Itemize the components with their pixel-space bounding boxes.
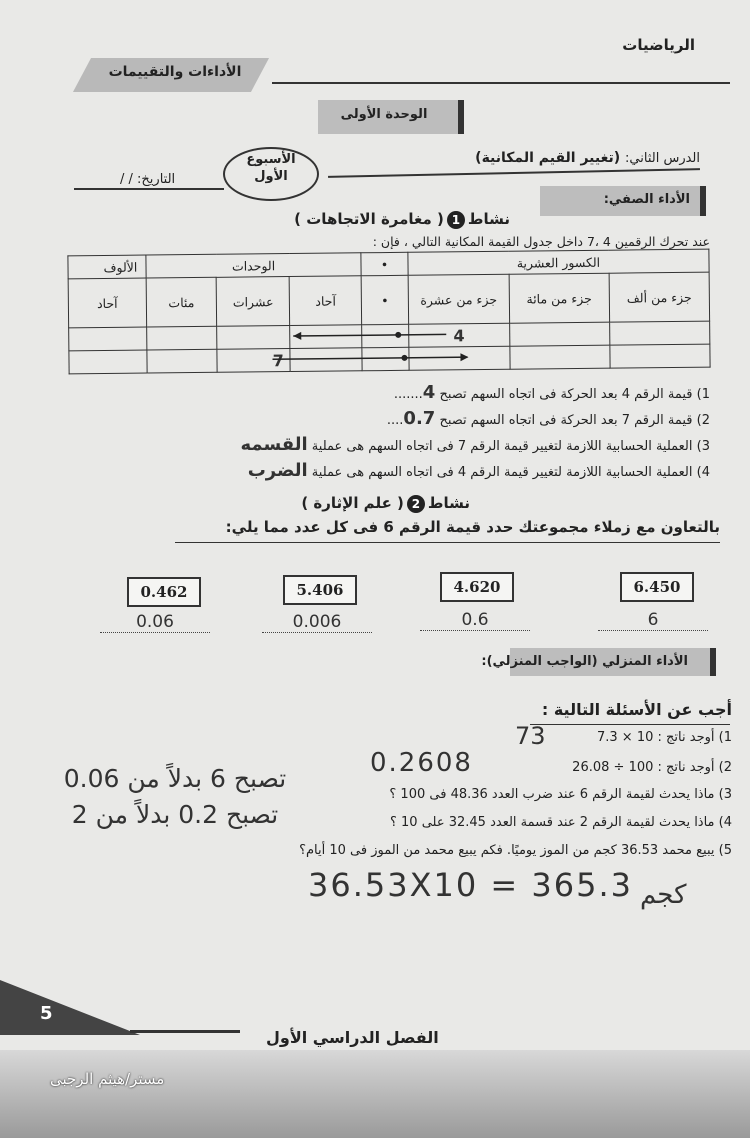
hw-answer-5: 36.53X10 = 365.3 (308, 866, 634, 904)
hw-answer-1: 73 (515, 722, 546, 750)
col-tenths: جزء من عشرة (408, 274, 509, 324)
hw-question-5: 5) يبيع محمد 36.53 كجم من الموز يوميًا. فكم يبيع محمد من الموز فى 10 أيام؟ (299, 843, 732, 858)
activity-number-icon: 2 (407, 495, 425, 513)
divider (74, 188, 224, 190)
term-title: الفصل الدراسي الأول (266, 1028, 439, 1047)
arrow-left-icon (288, 324, 448, 346)
lesson-title (475, 150, 700, 166)
homework-heading: أجب عن الأسئلة التالية : (541, 700, 732, 719)
homework-label: الأداء المنزلي (الواجب المنزلي): (481, 654, 688, 669)
activity-title: ( مغامرة الاتجاهات ) (294, 210, 444, 228)
activity-label: نشاط (467, 210, 510, 228)
week-value: الأول (254, 169, 288, 184)
week-label: الأسبوع (246, 152, 296, 167)
place-value-table (67, 249, 710, 375)
col-hundredths: جزء من مائة (509, 273, 610, 323)
hw-question-2: 2) أوجد ناتج : 100 ÷ 26.08 (572, 760, 732, 775)
activity-label: نشاط (427, 494, 470, 512)
footer-background (0, 1050, 750, 1138)
author-credit: مستر/هيثم الرجبى (50, 1070, 165, 1088)
hw-question-1: 1) أوجد ناتج : 10 × 7.3 (596, 730, 732, 745)
hw-question-4: 4) ماذا يحدث لقيمة الرقم 2 عند قسمة العدد 32.45 على 10 ؟ (389, 815, 732, 830)
activity1-heading (294, 210, 510, 229)
question-2: 2) قيمة الرقم 7 بعد الحركة فى اتجاه السهم تصبح 0.7.... (386, 408, 710, 429)
activity2-instruction: بالتعاون مع زملاء مجموعتك حدد قيمة الرقم 6 فى كل عدد مما يلي: (225, 518, 720, 536)
activity-number-icon: 1 (447, 211, 465, 229)
answer-1: 4 (422, 382, 436, 403)
subject-title: الرياضيات (622, 36, 695, 54)
underline (530, 724, 730, 725)
lesson-name: (تغيير القيم المكانية) (475, 150, 621, 166)
number-box: 4.620 (440, 572, 514, 602)
class-performance-label: الأداء الصفي: (603, 192, 690, 207)
question-3: 3) العملية الحسابية اللازمة لتغيير قيمة الرقم 7 فى اتجاه السهم هى عملية القسمه (240, 434, 710, 455)
number-box: 0.462 (127, 577, 201, 607)
hw-answer-5-unit: كجم (640, 880, 687, 910)
answer-box: 6 (598, 610, 708, 631)
footer-triangle (0, 980, 140, 1035)
number-box: 6.450 (620, 572, 694, 602)
header-thousands: الألوف (68, 255, 146, 279)
answer-4: الضرب (247, 460, 308, 481)
number-box: 5.406 (283, 575, 357, 605)
divider (130, 1030, 240, 1033)
arrow-right-icon (273, 347, 473, 369)
col-hundreds: مئات (146, 277, 217, 327)
question-4: 4) العملية الحسابية اللازمة لتغيير قيمة الرقم 4 فى اتجاه السهم هى عملية الضرب (247, 460, 710, 481)
hw-answer-2: 0.2608 (370, 748, 473, 778)
col-point: • (361, 275, 408, 324)
date-label: التاريخ: / / (120, 172, 176, 187)
arrow-right-cell (290, 348, 362, 372)
underline (175, 542, 720, 543)
row1-digit: 4 (409, 323, 510, 347)
page-number: 5 (40, 1003, 53, 1024)
hw-question-3: 3) ماذا يحدث لقيمة الرقم 6 عند ضرب العدد 48.36 فى 100 ؟ (389, 787, 732, 802)
col-ones: آحاد (289, 276, 361, 326)
answer-3: القسمه (240, 434, 308, 455)
header-decimal-fractions: الكسور العشرية (408, 249, 709, 275)
banner-title: الأداءات والتقييمات (108, 64, 242, 80)
activity1-intro: عند تحرك الرقمين 4 ،7 داخل جدول القيمة المكانية التالي ، فإن : (372, 234, 710, 249)
week-badge (223, 147, 319, 201)
question-1: 1) قيمة الرقم 4 بعد الحركة فى اتجاه السهم تصبح 4....... (393, 382, 710, 403)
col-tens: عشرات (216, 277, 290, 327)
header-units: الوحدات (146, 253, 362, 278)
activity2-heading (301, 494, 470, 513)
row2-digit: 7 (217, 349, 290, 373)
hw-answer-3: تصبح 6 بدلاً من 0.06 (63, 764, 287, 793)
divider (328, 168, 700, 178)
answer-box: 0.06 (100, 612, 210, 633)
answer-2: 0.7 (403, 408, 436, 429)
arrow-left-cell (290, 325, 362, 349)
answer-box: 0.006 (262, 612, 372, 633)
divider (272, 82, 730, 84)
answer-box: 0.6 (420, 610, 530, 631)
hw-answer-4: تصبح 0.2 بدلاً من 2 (71, 800, 279, 829)
header-decimal-point: • (361, 252, 408, 275)
unit-title: الوحدة الأولى (340, 107, 428, 122)
lesson-label: الدرس الثاني: (625, 151, 700, 166)
activity-title: ( علم الإثارة ) (301, 494, 404, 512)
col-thousands-ones: آحاد (68, 278, 146, 328)
col-thousandths: جزء من ألف (609, 272, 710, 322)
